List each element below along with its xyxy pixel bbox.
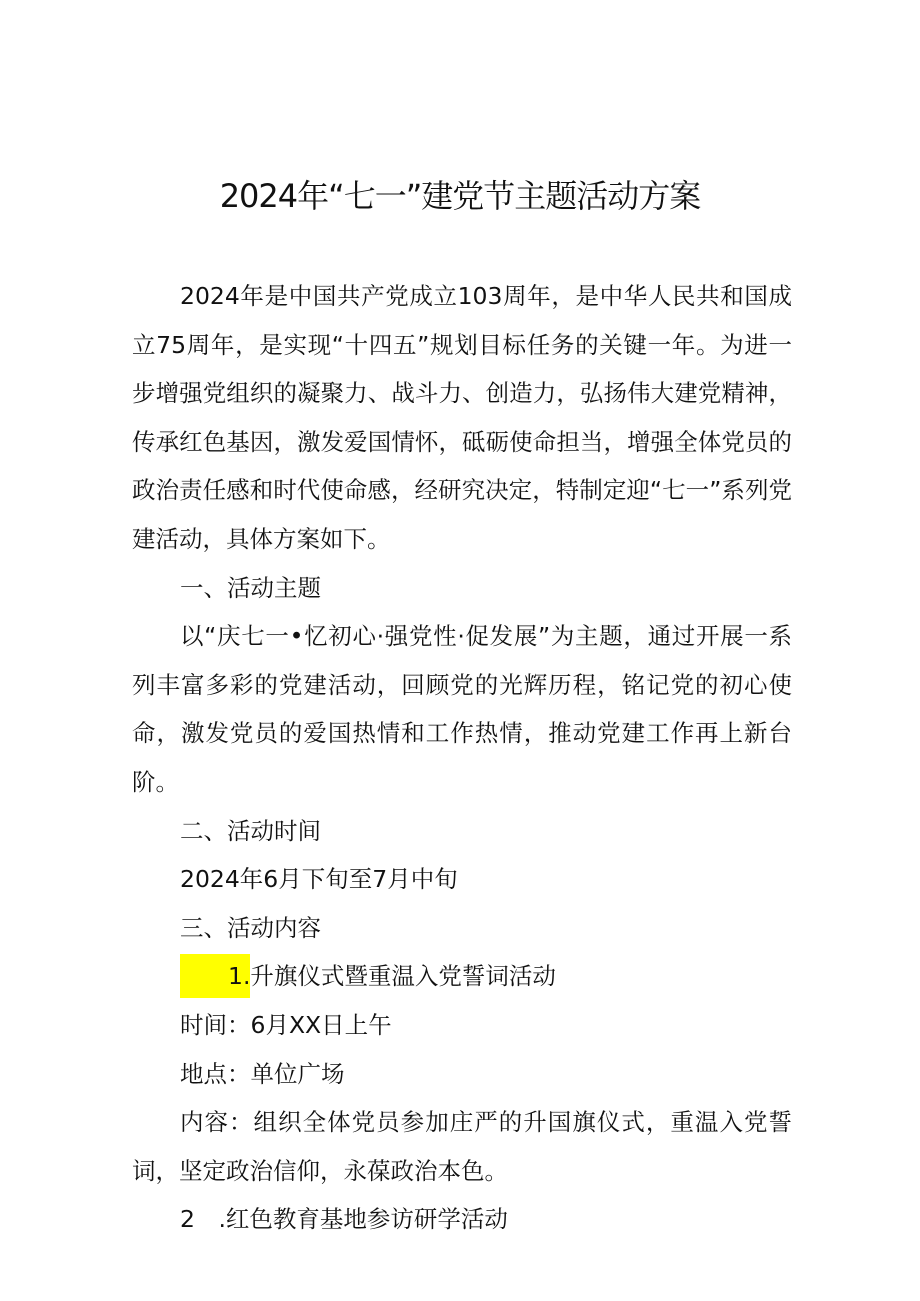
item-1-place: 地点：单位广场: [180, 1059, 345, 1088]
item-1-time: 时间：6月XX日上午: [180, 1010, 392, 1039]
section-heading-theme: 一、活动主题: [180, 573, 321, 602]
section-heading-content: 三、活动内容: [180, 913, 321, 942]
document-body: [132, 272, 792, 1244]
section-heading-time: 二、活动时间: [180, 816, 321, 845]
item-2-heading: 2 .红色教育基地参访研学活动: [180, 1205, 508, 1234]
item-1-content: 内容：组织全体党员参加庄严的升国旗仪式，重温入党誓词，坚定政治信仰，永葆政治本色。: [132, 1108, 792, 1185]
time-paragraph: 2024年6月下旬至7月中旬: [180, 865, 458, 894]
document-title: 2024年“七一”建党节主题活动方案: [219, 177, 701, 215]
item-1-heading: [132, 952, 792, 1001]
theme-paragraph: 以“庆七一•忆初心·强党性·促发展”为主题，通过开展一系列丰富多彩的党建活动，回顾党的光辉历程，铭记党的初心使命，激发党员的爱国热情和工作热情，推动党建工作再上新台阶。: [132, 622, 792, 796]
item-1-title: 升旗仪式暨重温入党誓词活动: [250, 962, 556, 991]
item-1-number-highlight: 1.: [180, 954, 250, 998]
intro-paragraph: 2024年是中国共产党成立103周年，是中华人民共和国成立75周年，是实现“十四五”规划目标任务的关键一年。为进一步增强党组织的凝聚力、战斗力、创造力，弘扬伟大建党精神，传承红色基因，激发爱国情怀，砥砺使命担当，增强全体党员的政治责任感和时代使命感，经研究决定，特制定迎“七一”系列党建活动，具体方案如下。: [132, 282, 792, 553]
